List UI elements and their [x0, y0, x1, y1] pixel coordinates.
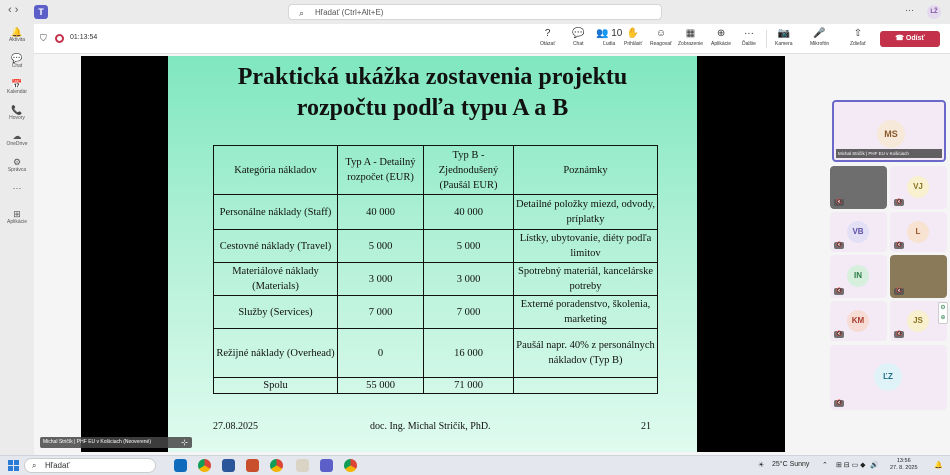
- search-icon: ⌕: [299, 8, 305, 18]
- bell-icon: 🔔: [11, 27, 23, 37]
- view-icon: ▦: [685, 28, 696, 39]
- tool-share[interactable]: ⇧ Zdieľať: [850, 28, 866, 47]
- rail-item-onedrive[interactable]: ☁ OneDrive: [0, 131, 34, 154]
- header-cell: Typ A - Detailný rozpočet (EUR): [338, 146, 424, 195]
- rail-item-calls[interactable]: 📞 Hovory: [0, 105, 34, 128]
- expand-icon[interactable]: ⊹: [181, 438, 188, 447]
- chrome-icon[interactable]: [198, 459, 211, 472]
- mic-off-icon: 🔇: [836, 288, 843, 294]
- avatar: VJ: [907, 176, 929, 198]
- participant-tile-main[interactable]: [832, 100, 946, 162]
- search-icon: ⌕: [32, 461, 37, 470]
- apps-icon: ⊞: [13, 209, 21, 219]
- table-row: Cestovné náklady (Travel) 5 000 5 000 Lístky, ubytovanie, diéty podľa limitov: [214, 230, 658, 263]
- user-avatar[interactable]: LŽ: [927, 5, 941, 19]
- notification-icon[interactable]: 🔔: [934, 462, 943, 469]
- leave-button[interactable]: ☎ Odísť: [880, 31, 940, 47]
- chat-icon: 💬: [572, 28, 585, 39]
- table-row: Služby (Services) 7 000 7 000 Externé poradenstvo, školenia, marketing: [214, 296, 658, 329]
- avatar: ĽZ: [874, 363, 902, 391]
- slide-page-number: 21: [641, 421, 651, 432]
- recording-icon: [55, 34, 64, 43]
- avatar: KM: [847, 310, 869, 332]
- phone-icon: 📞: [11, 105, 23, 115]
- shield-icon[interactable]: ⛉: [40, 33, 47, 43]
- table-row: Personálne náklady (Staff) 40 000 40 000 Detailné položky miezd, odvody, príplatky: [214, 195, 658, 230]
- avatar: MS: [877, 120, 905, 148]
- participant-tile-video[interactable]: [890, 255, 947, 298]
- left-rail: [0, 24, 34, 455]
- toolbar-divider: [766, 30, 767, 48]
- participant-tile[interactable]: [830, 212, 887, 252]
- teams-logo-icon: T: [34, 5, 48, 19]
- rail-item-chat[interactable]: 💬 Chat: [0, 53, 34, 76]
- more-icon: ···: [743, 28, 754, 39]
- apps-icon: ⊕: [716, 28, 726, 39]
- tool-raise-hand[interactable]: ✋ Prihlásiť: [624, 28, 643, 47]
- outlook-icon[interactable]: [174, 459, 187, 472]
- chat-icon: 💬: [11, 53, 23, 63]
- slide-title: Praktická ukážka zostavenia projektu rozpočtu podľa typu A a B: [237, 64, 628, 121]
- avatar: VB: [847, 221, 869, 243]
- people-icon: 👥 10: [596, 28, 623, 39]
- tool-apps[interactable]: ⊕ Aplikácie: [711, 28, 732, 47]
- tool-more[interactable]: ··· Ďalšie: [742, 28, 756, 47]
- participant-tile[interactable]: [890, 166, 947, 209]
- tool-react[interactable]: ☺ Reagovať: [650, 28, 672, 47]
- tray-apps-icon[interactable]: ⊞ ⊟ ▭ ◆: [836, 462, 866, 469]
- participant-tile[interactable]: [830, 255, 887, 298]
- tool-view[interactable]: ▦ Zobrazenie: [678, 28, 704, 47]
- avatar: L: [907, 221, 929, 243]
- share-icon: ⇧: [853, 28, 863, 39]
- rail-item-more[interactable]: [0, 183, 34, 206]
- mic-off-icon: 🔇: [896, 331, 903, 337]
- avatar: JS: [907, 310, 929, 332]
- react-icon: ☺: [655, 28, 667, 39]
- taskbar-search[interactable]: ⌕ Hľadať: [24, 458, 156, 473]
- tool-microphone[interactable]: 🎤 Mikrofón: [810, 28, 830, 47]
- budget-table: [213, 145, 658, 394]
- weather-icon[interactable]: ☀: [758, 462, 765, 469]
- participant-name: Michal Stričík | PHF EU v Košiciach: [836, 149, 942, 158]
- participant-tile[interactable]: [890, 212, 947, 252]
- rail-item-manager[interactable]: ⚙ Správca: [0, 157, 34, 180]
- mic-off-icon: 🔇: [896, 199, 903, 205]
- meeting-timer: 01:13:54: [70, 34, 98, 41]
- chrome-icon[interactable]: [344, 459, 357, 472]
- table-row: Materiálové náklady (Materials) 3 000 3 000 Spotrebný materiál, kancelárske potreby: [214, 263, 658, 296]
- tray-chevron-icon[interactable]: ⌃: [822, 462, 828, 469]
- question-icon: ?: [544, 28, 551, 39]
- raise-hand-icon: ✋: [626, 28, 640, 39]
- more-icon: ···: [12, 183, 22, 193]
- meeting-toolbar: [34, 24, 950, 54]
- weather-text[interactable]: 25°C Sunny: [772, 461, 810, 468]
- volume-icon[interactable]: 🔊: [870, 462, 879, 469]
- mic-off-icon: 🔇: [836, 199, 843, 205]
- rail-item-apps[interactable]: ⊞ Aplikácie: [0, 209, 34, 232]
- slide-footer-author: doc. Ing. Michal Stričík, PhD.: [370, 421, 491, 432]
- calendar-icon: 📅: [11, 79, 23, 89]
- manager-icon: ⚙: [12, 157, 22, 167]
- teams-icon[interactable]: [320, 459, 333, 472]
- taskbar-clock[interactable]: 13:56 27. 8. 2025: [890, 458, 918, 471]
- windows-taskbar: [0, 455, 950, 475]
- header-cell: Kategória nákladov: [214, 146, 338, 195]
- mic-off-icon: 🔇: [836, 242, 843, 248]
- presenter-name-tag: Michal Stričík | PHF EU v Košiciach (Neoverené) ⊹: [40, 437, 192, 448]
- tool-ask[interactable]: ? Otázať: [540, 28, 556, 47]
- mic-off-icon: 🔇: [896, 288, 903, 294]
- participant-tile[interactable]: [830, 345, 947, 410]
- phone-hangup-icon: ☎: [895, 35, 906, 42]
- participant-tile[interactable]: [830, 301, 887, 341]
- table-row: Režijné náklady (Overhead) 0 16 000 Paušál napr. 40% z personálnych nákladov (Typ B): [214, 329, 658, 378]
- cloud-icon: ☁: [12, 131, 22, 141]
- mic-off-icon: 🔇: [836, 400, 843, 406]
- table-header-row: [214, 146, 658, 195]
- chrome-icon[interactable]: [270, 459, 283, 472]
- search-input[interactable]: [288, 4, 662, 20]
- camera-icon: 📷: [777, 28, 790, 39]
- rail-item-activity[interactable]: 🔔 Aktivita: [0, 27, 34, 50]
- paint-icon[interactable]: [296, 459, 309, 472]
- title-bar: [0, 0, 950, 24]
- nav-arrows[interactable]: ‹ ›: [8, 4, 19, 16]
- save-app-icon[interactable]: [222, 459, 235, 472]
- participant-tile-video[interactable]: [830, 166, 887, 209]
- avatar: IN: [847, 265, 869, 287]
- windows-start-icon[interactable]: [8, 460, 19, 471]
- presentation-slide: [168, 56, 697, 452]
- header-cell: Typ B - Zjednodušený (Paušál EUR): [424, 146, 514, 195]
- tool-people[interactable]: 👥 10 Ľudia: [596, 28, 623, 47]
- tool-chat[interactable]: 💬 Chat: [572, 28, 585, 47]
- header-cell: Poznámky: [514, 146, 658, 195]
- table-total-row: Spolu 55 000 71 000: [214, 378, 658, 394]
- microphone-icon: 🎤: [813, 28, 826, 39]
- powerpoint-icon[interactable]: [246, 459, 259, 472]
- mic-off-icon: 🔇: [836, 331, 843, 337]
- tool-camera[interactable]: 📷 Kamera: [775, 28, 793, 47]
- side-widget-icon[interactable]: ⚙ ⊕: [938, 302, 948, 324]
- rail-item-calendar[interactable]: 📅 Kalendár: [0, 79, 34, 102]
- slide-footer-date: 27.08.2025: [213, 421, 258, 432]
- mic-off-icon: 🔇: [896, 242, 903, 248]
- search-placeholder: Hľadať (Ctrl+Alt+E): [315, 8, 384, 17]
- more-options-icon[interactable]: ···: [905, 5, 914, 15]
